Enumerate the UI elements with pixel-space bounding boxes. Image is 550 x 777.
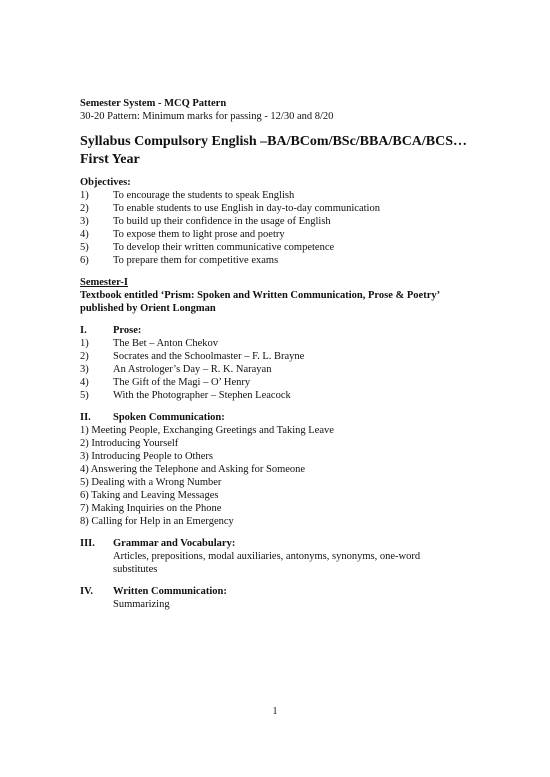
objective-text: To enable students to use English in day-to-day communication	[113, 203, 380, 214]
prose-label: Prose:	[113, 325, 142, 336]
spoken-item: 7) Making Inquiries on the Phone	[80, 503, 222, 514]
prose-number: I.	[80, 325, 87, 336]
semester-heading: Semester-I	[80, 277, 129, 288]
written-text: Summarizing	[113, 599, 170, 610]
spoken-label: Spoken Communication:	[113, 412, 225, 423]
objective-text: To encourage the students to speak English	[113, 190, 295, 201]
spoken-item: 6) Taking and Leaving Messages	[80, 490, 219, 501]
prose-item-text: The Bet – Anton Chekov	[113, 338, 218, 349]
spoken-item: 8) Calling for Help in an Emergency	[80, 516, 234, 527]
prose-item-number: 3)	[80, 364, 89, 375]
prose-item-text: The Gift of the Magi – O’ Henry	[113, 377, 251, 388]
pattern-line: 30-20 Pattern: Minimum marks for passing - 12/30 and 8/20	[80, 111, 334, 122]
spoken-item: 1) Meeting People, Exchanging Greetings and Taking Leave	[80, 425, 334, 436]
spoken-item: 3) Introducing People to Others	[80, 451, 213, 462]
objective-number: 2)	[80, 203, 89, 214]
prose-item-number: 2)	[80, 351, 89, 362]
spoken-item: 5) Dealing with a Wrong Number	[80, 477, 222, 488]
objectives-heading: Objectives:	[80, 177, 131, 188]
objective-number: 6)	[80, 255, 89, 266]
objective-text: To expose them to light prose and poetry	[113, 229, 285, 240]
semester-system-heading: Semester System - MCQ Pattern	[80, 98, 227, 109]
textbook-title: Textbook entitled ‘Prism: Spoken and Written Communication, Prose & Poetry’ published by Orient Longman	[80, 290, 440, 314]
prose-item-number: 5)	[80, 390, 89, 401]
written-label: Written Communication:	[113, 586, 227, 597]
objective-text: To develop their written communicative competence	[113, 242, 335, 253]
objective-number: 4)	[80, 229, 89, 240]
objective-text: To prepare them for competitive exams	[113, 255, 279, 266]
grammar-label: Grammar and Vocabulary:	[113, 538, 236, 549]
objective-text: To build up their confidence in the usage of English	[113, 216, 331, 227]
page-title: Syllabus Compulsory English –BA/BCom/BSc/BBA/BCA/BCS… First Year	[80, 134, 468, 167]
prose-item-text: With the Photographer – Stephen Leacock	[113, 390, 291, 401]
spoken-number: II.	[80, 412, 91, 423]
grammar-number: III.	[80, 538, 95, 549]
prose-item-text: Socrates and the Schoolmaster – F. L. Brayne	[113, 351, 305, 362]
spoken-item: 4) Answering the Telephone and Asking for Someone	[80, 464, 306, 475]
prose-item-number: 1)	[80, 338, 89, 349]
page-number: 1	[272, 706, 278, 717]
objective-number: 5)	[80, 242, 89, 253]
prose-item-text: An Astrologer’s Day – R. K. Narayan	[113, 364, 272, 375]
written-number: IV.	[80, 586, 93, 597]
spoken-item: 2) Introducing Yourself	[80, 438, 179, 449]
prose-item-number: 4)	[80, 377, 89, 388]
objective-number: 1)	[80, 190, 89, 201]
objective-number: 3)	[80, 216, 89, 227]
grammar-text: Articles, prepositions, modal auxiliaries, antonyms, synonyms, one-word substitutes	[113, 551, 421, 575]
